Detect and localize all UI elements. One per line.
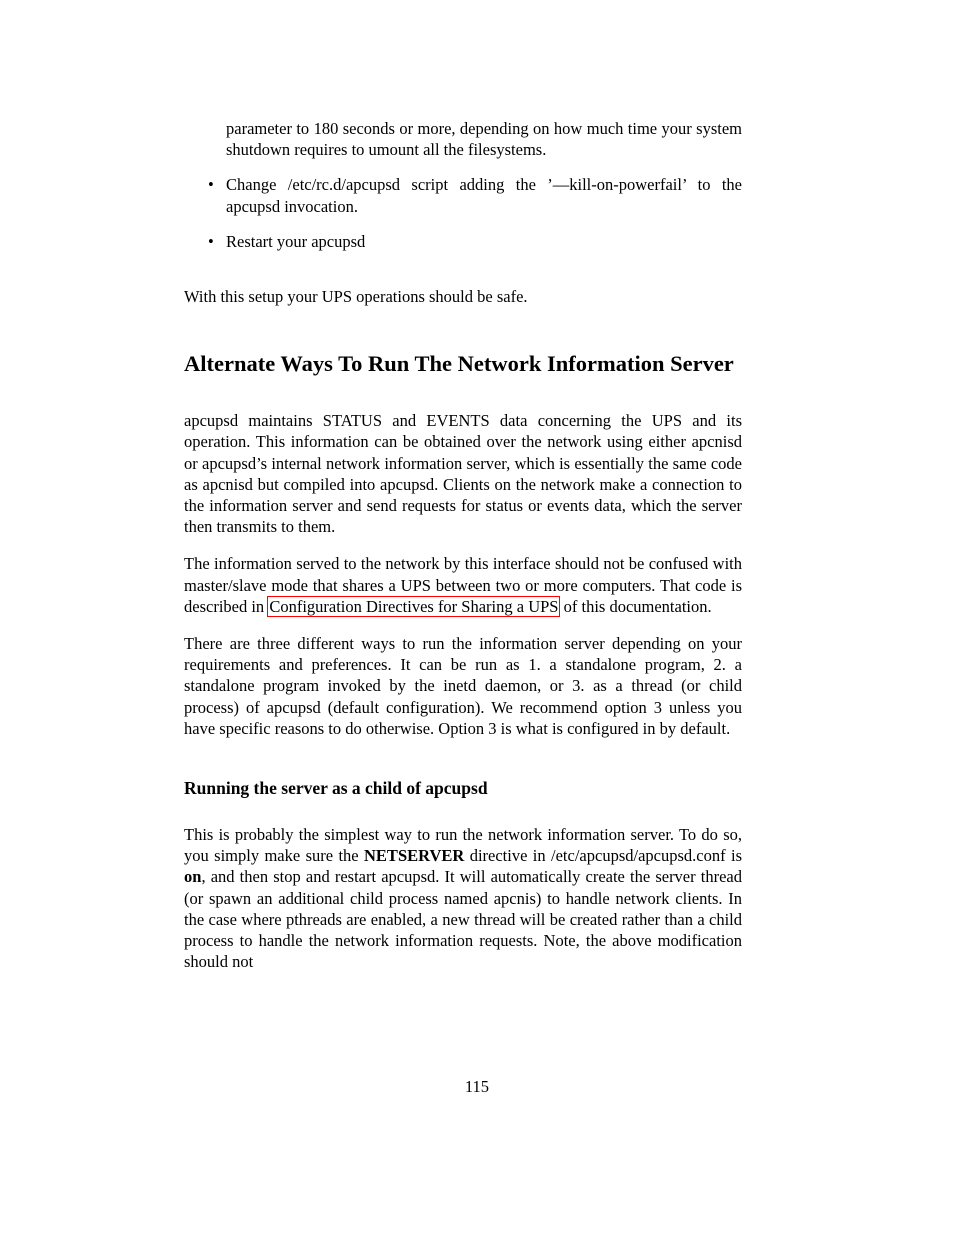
paragraph-text: directive in /etc/apcupsd/apcupsd.conf is <box>464 846 742 866</box>
list-item-text: Change /etc/rc.d/apcupsd script adding the ’—kill-on-powerfail’ to the apcupsd invocation. <box>226 175 742 216</box>
section-heading: Alternate Ways To Run The Network Information Server <box>184 351 734 377</box>
list-item <box>184 174 742 216</box>
sharing-ups-link[interactable]: Configuration Directives for Sharing a UPS <box>269 596 559 616</box>
paragraph-text: of this documentation. <box>559 596 712 616</box>
bullet-icon: • <box>208 175 214 195</box>
bullet-icon: • <box>208 231 214 251</box>
three-ways-paragraph: There are three different ways to run the information server depending on your requirements and preferences. It can be run as 1. a standalone program, 2. a standalone program invoked by the inetd daemon, or 3. as a thread (or child process) of apcupsd (default configuration). We recommend option 3 unless you have specific reasons to do otherwise. Option 3 is what is configured in by default. <box>184 634 742 738</box>
netserver-paragraph <box>184 824 742 972</box>
list-item-text: Restart your apcupsd <box>226 231 366 251</box>
on-keyword: on <box>184 867 202 887</box>
safe-setup-paragraph: With this setup your UPS operations should be safe. <box>184 287 528 307</box>
master-slave-paragraph <box>184 553 742 617</box>
netserver-keyword: NETSERVER <box>364 846 465 866</box>
subsection-heading: Running the server as a child of apcupsd <box>184 778 488 799</box>
paragraph-text: , and then stop and restart apcupsd. It will automatically create the server thread (or spawn an additional child process named apcnis) to handle network clients. In the case where pthreads are enabled, a new thread will be created rather than a child process to handle the network information requests. Note, the above modification should not <box>184 867 742 972</box>
status-events-paragraph: apcupsd maintains STATUS and EVENTS data concerning the UPS and its operation. This information can be obtained over the network using either apcnisd or apcupsd’s internal network information server, which is essentially the same code as apcnisd but compiled into apcupsd. Clients on the network make a connection to the information server and send requests for status or events data, which the server then transmits to them. <box>184 411 742 537</box>
continued-bullet-text: parameter to 180 seconds or more, depending on how much time your system shutdown requires to umount all the filesystems. <box>226 119 742 160</box>
list-item <box>184 231 742 252</box>
bullet-list <box>184 174 742 252</box>
paragraph-text: This is probably the simplest way to run the network information server. To do so, you simply make sure the <box>184 825 742 866</box>
paragraph-text: The information served to the network by this interface should not be confused with master/slave mode that shares a UPS between two or more computers. That code is described in <box>184 554 742 616</box>
page-number: 115 <box>464 1077 490 1096</box>
document-page <box>184 118 742 972</box>
